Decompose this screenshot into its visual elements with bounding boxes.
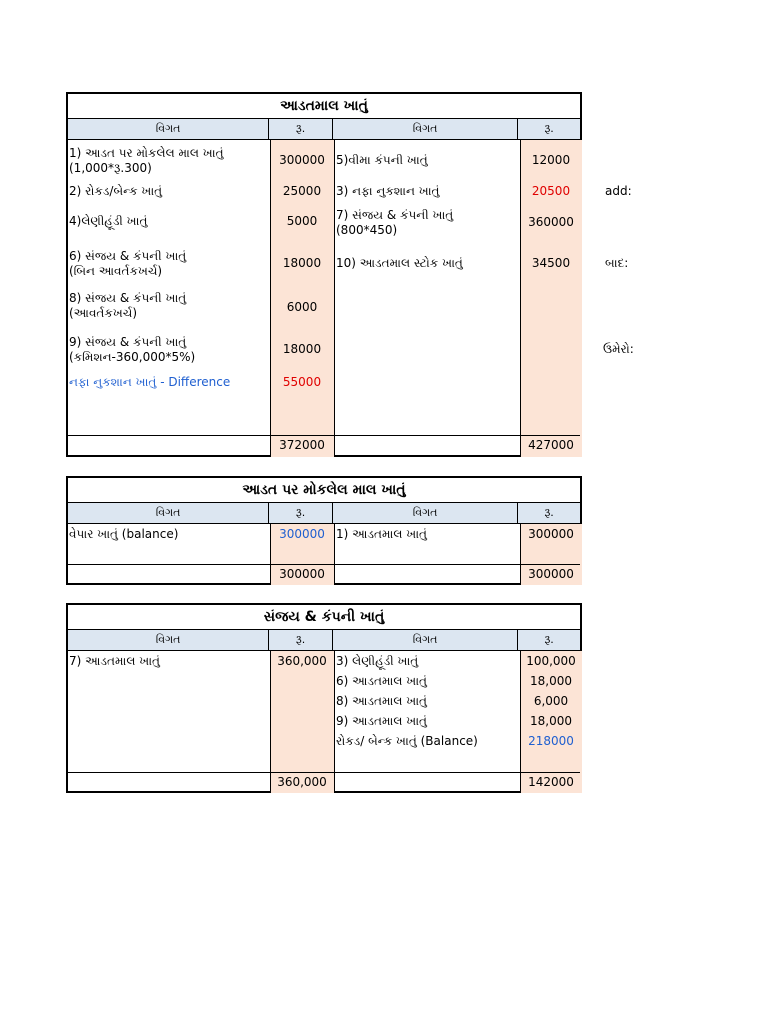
list-item: રોકડ/ બેન્ક ખાતું (Balance) (336, 734, 478, 748)
list-item: 7) સંજય & કંપની ખાતું (800*450) (336, 208, 454, 237)
amount: 12000 (531, 153, 571, 167)
totals-row (68, 435, 580, 456)
amount: 300000 (279, 153, 325, 167)
amount: 300000 (528, 527, 574, 541)
header-rs-left: રૂ. (269, 119, 333, 139)
list-item: 9) આડતમાલ ખાતું (336, 714, 427, 728)
table-header (68, 630, 580, 651)
table-body (68, 651, 580, 793)
account-table-adatmal (66, 92, 582, 457)
table-header (68, 119, 580, 140)
difference-amount: 55000 (282, 375, 322, 389)
side-label-umero: ઉમેરો: (603, 342, 634, 356)
amount: 360,000 (277, 654, 327, 668)
list-item: 1) આડત પર મોકલેલ માલ ખાતું (1,000*રૂ.300) (69, 146, 224, 175)
amount: 300000 (279, 527, 325, 541)
amount: 20500 (531, 184, 571, 198)
amount: 18,000 (530, 714, 572, 728)
amount: 18000 (282, 342, 322, 356)
header-rs-right: રૂ. (544, 122, 554, 135)
table-title: આડત પર મોકલેલ માલ ખાતું (68, 478, 580, 503)
list-item: 1) આડતમાલ ખાતું (336, 527, 427, 541)
header-rs-left: રૂ. (269, 630, 333, 650)
totals-row (68, 772, 580, 793)
header-rs-right: રૂ. (544, 633, 554, 646)
list-item: 3) નફા નુકશાન ખાતું (336, 184, 440, 198)
header-rs-right: રૂ. (544, 506, 554, 519)
list-item: 8) સંજય & કંપની ખાતું (આવર્તકખર્ચ) (69, 291, 187, 320)
amount: 18,000 (530, 674, 572, 688)
list-item: 6) આડતમાલ ખાતું (336, 674, 427, 688)
total-left: 360,000 (277, 775, 327, 789)
amount: 218000 (528, 734, 574, 748)
header-vigat-left: વિગત (68, 503, 269, 523)
amount: 18000 (282, 256, 322, 270)
total-right: 142000 (528, 775, 574, 789)
difference-entry: નફા નુકશાન ખાતું - Difference (69, 375, 231, 389)
list-item: વેપાર ખાતું (balance) (69, 527, 179, 541)
list-item: 3) લેણીહૂંડી ખાતું (336, 654, 419, 668)
header-vigat-right: વિગત (333, 119, 518, 139)
amount: 6000 (286, 300, 318, 314)
side-label-add: add: (605, 184, 632, 198)
amount: 5000 (286, 214, 318, 228)
table-body (68, 140, 580, 457)
header-vigat-right: વિગત (333, 503, 518, 523)
total-left: 372000 (279, 438, 325, 452)
total-left: 300000 (279, 567, 325, 581)
header-vigat-left: વિગત (68, 119, 269, 139)
account-table-sanjay (66, 603, 582, 793)
amount: 100,000 (526, 654, 576, 668)
list-item: 2) રોકડ/બેન્ક ખાતું (69, 184, 163, 198)
amount: 34500 (531, 256, 571, 270)
totals-row (68, 564, 580, 585)
side-label-bad: બાદ: (605, 256, 629, 270)
list-item: 8) આડતમાલ ખાતું (336, 694, 427, 708)
list-item: 4)લેણીહૂંડી ખાતું (69, 214, 148, 228)
header-vigat-right: વિગત (333, 630, 518, 650)
total-right: 427000 (528, 438, 574, 452)
account-table-sent-goods (66, 476, 582, 585)
list-item: 9) સંજય & કંપની ખાતું (કમિશન-360,000*5%) (69, 335, 196, 364)
total-right: 300000 (528, 567, 574, 581)
table-title: આડતમાલ ખાતું (68, 94, 580, 119)
table-title: સંજય & કંપની ખાતું (68, 605, 580, 630)
header-vigat-left: વિગત (68, 630, 269, 650)
header-rs-left: રૂ. (269, 503, 333, 523)
amount: 25000 (282, 184, 322, 198)
amount: 360000 (528, 215, 574, 229)
list-item: 6) સંજય & કંપની ખાતું (બિન આવર્તકખર્ચ) (69, 249, 187, 278)
list-item: 5)વીમા કંપની ખાતું (336, 153, 428, 167)
list-item: 10) આડતમાલ સ્ટોક ખાતું (336, 256, 463, 270)
list-item: 7) આડતમાલ ખાતું (69, 654, 160, 668)
amount: 6,000 (533, 694, 569, 708)
table-body (68, 524, 580, 585)
table-header (68, 503, 580, 524)
